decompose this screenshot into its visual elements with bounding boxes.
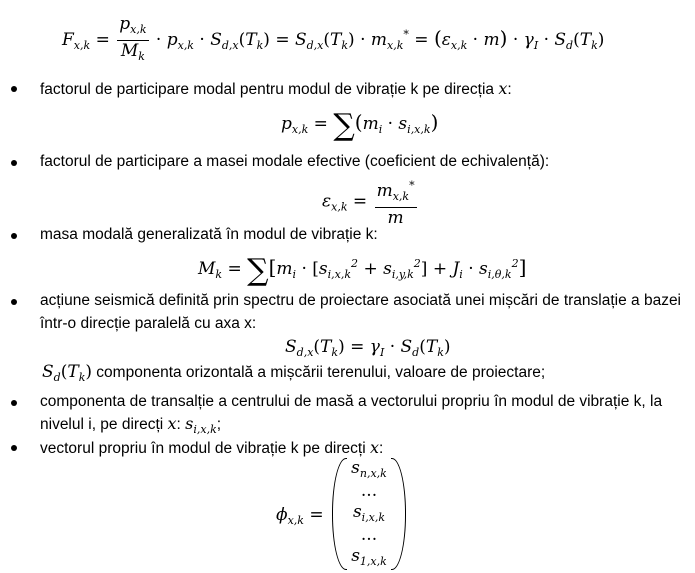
bullet-marker bbox=[11, 445, 17, 451]
main-formula: $F_{x,k}$ = $\frac{p_{x,k}}{M_k}$ · $p_{x,k} \cdot S_{d,x}(T_k) = S_{d,x}(T_k) \cdot m_{x,k}^* = (\varepsilon_{x,k} \cdot m) \cdot \gamma_I \cdot S_d(T_k)$ bbox=[62, 14, 604, 67]
eigenvector-matrix: $s_{n,x,k}$ ... $s_{i,x,k}$ ... $s_{1,x,k}$ bbox=[332, 458, 406, 568]
bullet-marker bbox=[11, 160, 17, 166]
bullet-marker bbox=[11, 86, 17, 92]
bullet-text-modal-participation: factorul de participare modal pentru modul de vibrație k pe direcția x: bbox=[40, 79, 512, 98]
bullet-text-generalized-mass: masa modală generalizată în modul de vibrație k: bbox=[40, 226, 378, 243]
formula-M: $M_k = \sum[m_i \cdot [s_{i,x,k}^2 + s_{i,y,k}^2] + J_i \cdot s_{i,\theta,k}^2]$ bbox=[198, 253, 527, 288]
formula-epsilon: $\varepsilon_{x,k}$ = $\frac{m_{x,k}^*}{m}$ bbox=[322, 176, 419, 228]
bullet-text-translation-component-line2: nivelul i, pe direcți x: $s_{i,x,k}$; bbox=[40, 414, 222, 436]
formula-p: $p_{x,k} = \sum(m_i \cdot s_{i,x,k})$ bbox=[281, 108, 439, 143]
bullet-text-seismic-action-line1: acțiune seismică definită prin spectru de proiectare asociată unei mișcări de translație a bazei bbox=[40, 292, 682, 309]
bullet-text-effective-mass: factorul de participare a masei modale efective (coeficient de echivalență): bbox=[40, 153, 550, 170]
bullet-text-eigenvector: vectorul propriu în modul de vibrație k pe direcți x: bbox=[40, 438, 384, 457]
fraction-p-over-M: $\frac{p_{x,k}}{M_k}$ bbox=[119, 14, 147, 63]
bullet-marker bbox=[11, 400, 17, 406]
formula-phi-lhs: $\phi_{x,k}$ = bbox=[276, 505, 324, 527]
sd-note: $S_d(T_k)$ componenta orizontală a mișcării terenului, valoare de proiectare; bbox=[42, 362, 546, 384]
bullet-marker bbox=[11, 299, 17, 305]
bullet-marker bbox=[11, 233, 17, 239]
bullet-text-seismic-action-line2: într-o direcție paralelă cu axa x: bbox=[40, 315, 257, 332]
formula-Sd: $S_{d,x}(T_k) = \gamma_I \cdot S_d(T_k)$ bbox=[285, 337, 451, 359]
bullet-text-translation-component-line1: componenta de transalție a centrului de masă a vectorului propriu în modul de vibrație k, la bbox=[40, 393, 663, 410]
